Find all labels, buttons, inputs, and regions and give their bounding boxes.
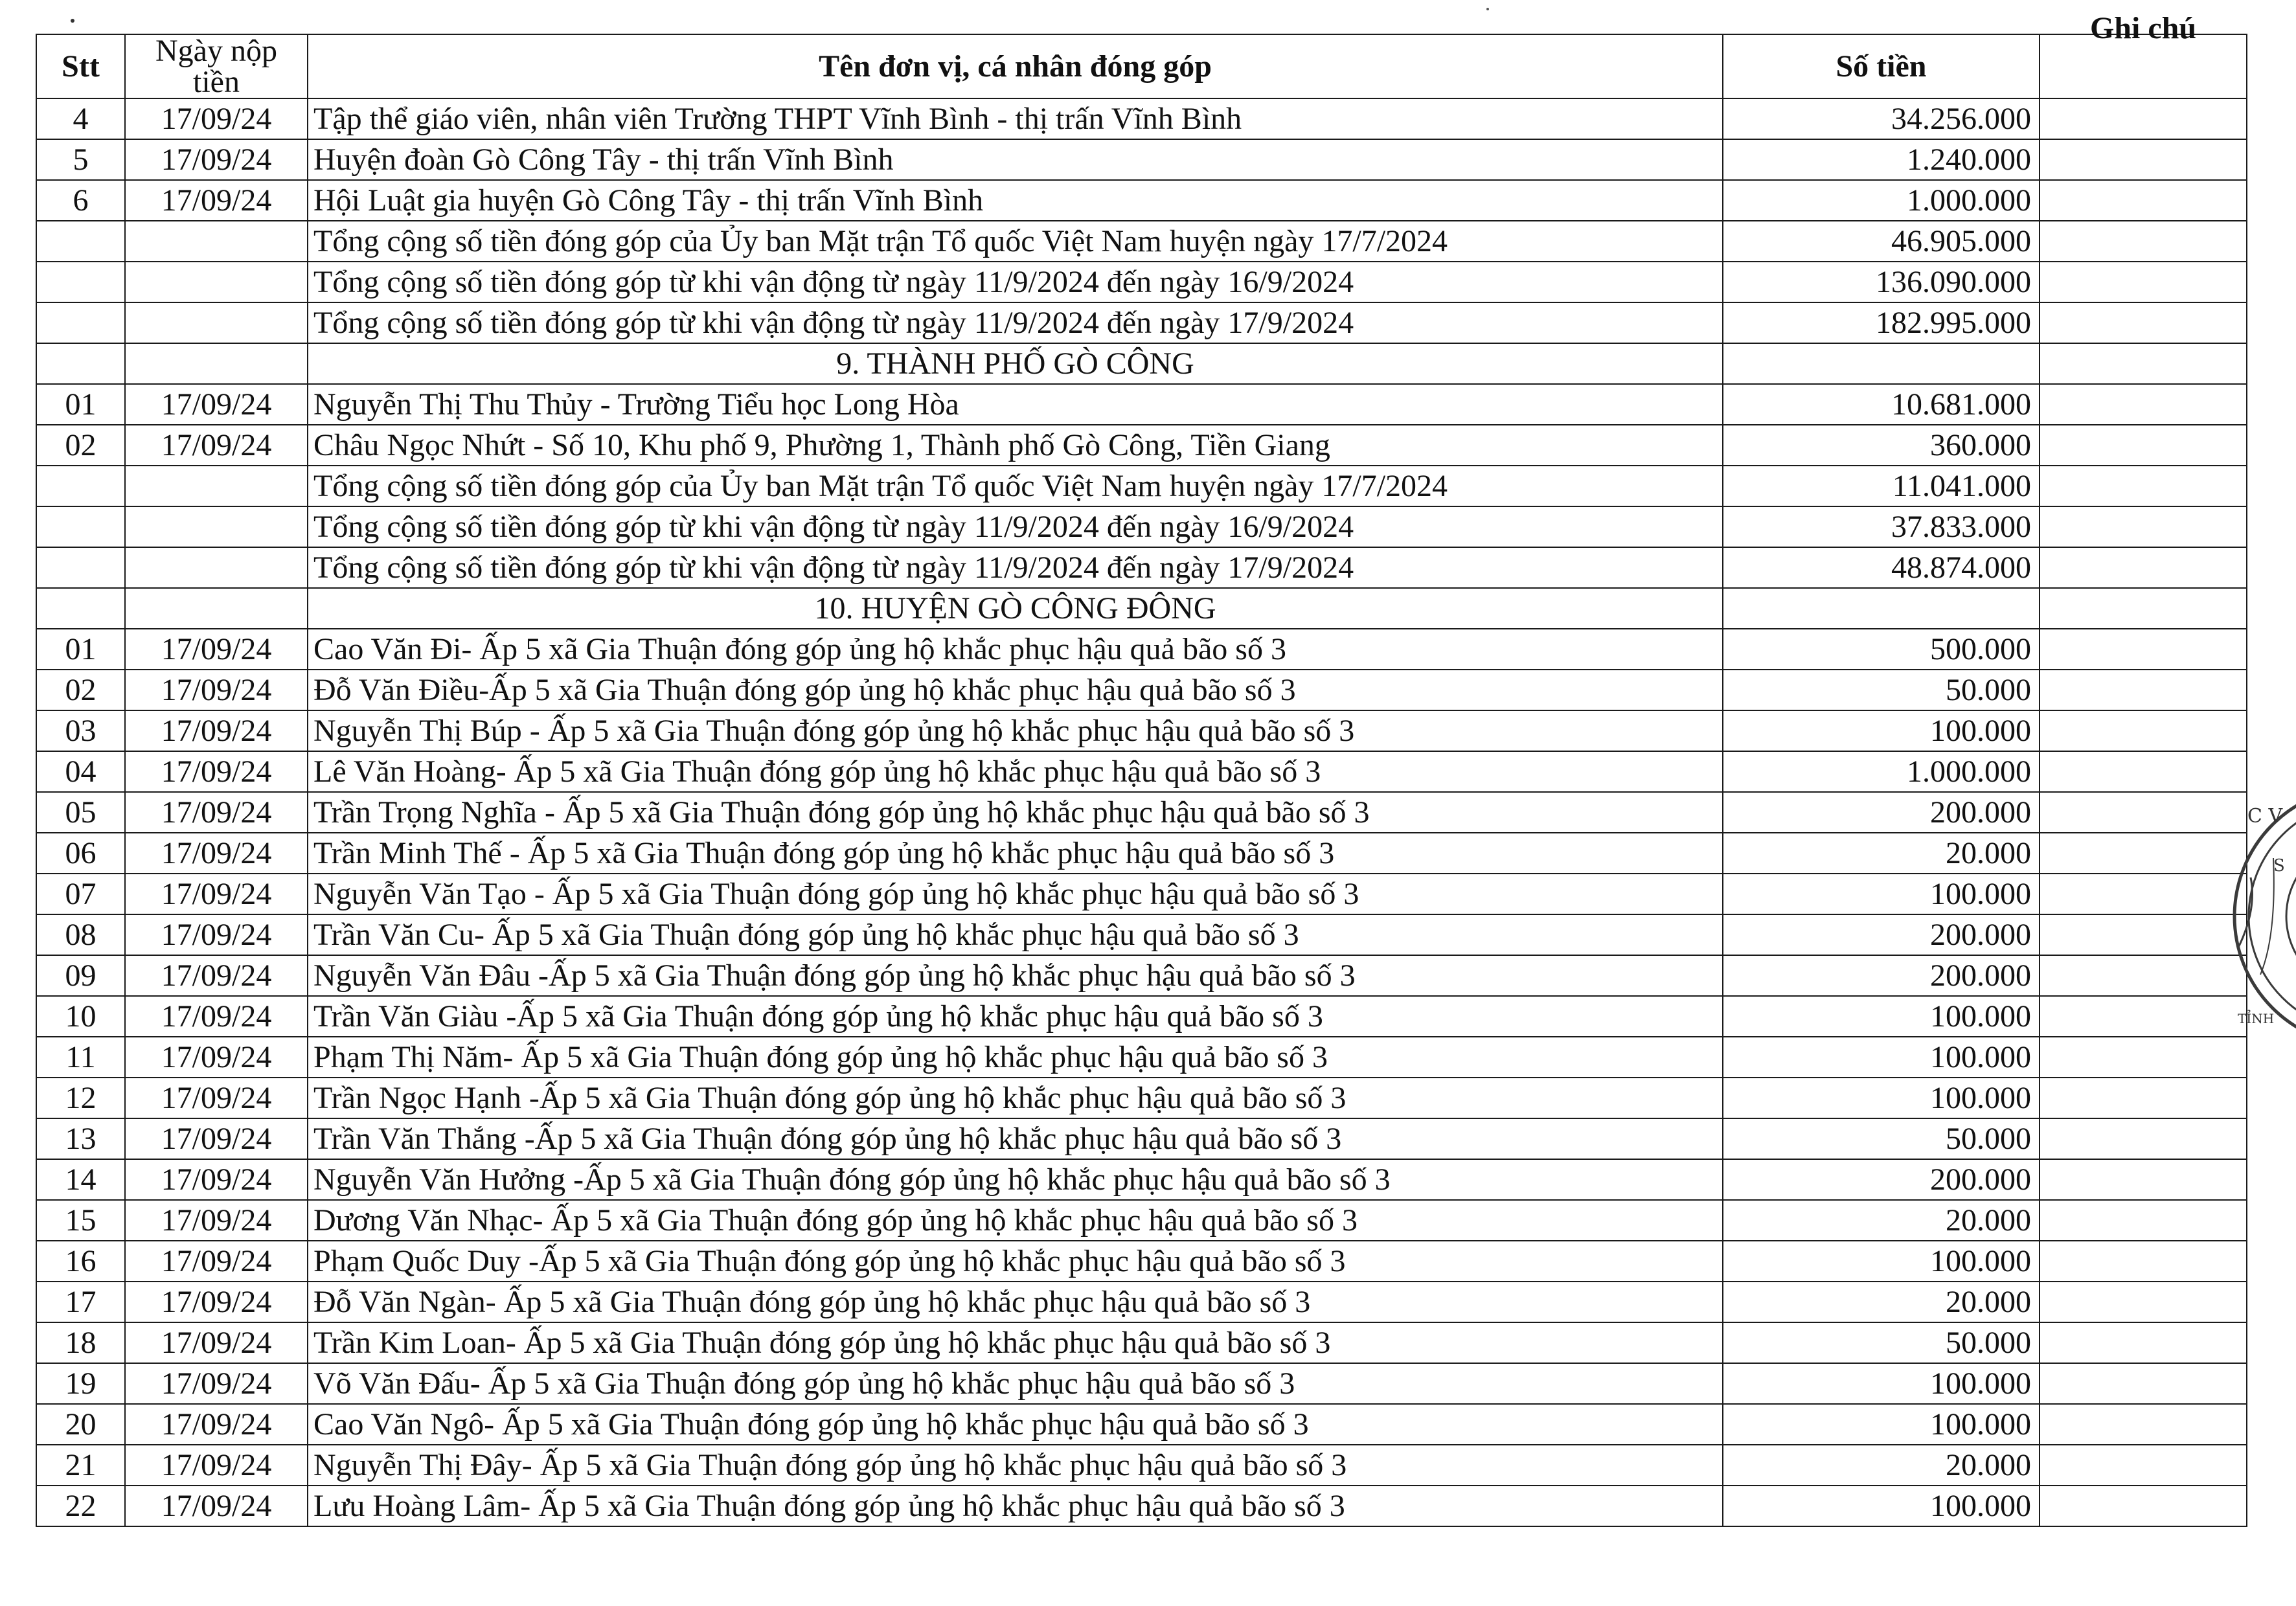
cell-name: Nguyễn Văn Hưởng -Ấp 5 xã Gia Thuận đóng góp ủng hộ khắc phục hậu quả bão số 3 [308, 1159, 1723, 1200]
cell-date [125, 262, 308, 302]
cell-date [125, 343, 308, 384]
cell-name: Võ Văn Đấu- Ấp 5 xã Gia Thuận đóng góp ủng hộ khắc phục hậu quả bão số 3 [308, 1363, 1723, 1404]
section-row [36, 343, 2247, 384]
cell-name: Đỗ Văn Điều-Ấp 5 xã Gia Thuận đóng góp ủng hộ khắc phục hậu quả bão số 3 [308, 670, 1723, 710]
cell-amount: 100.000 [1723, 1404, 2040, 1445]
cell-amount: 34.256.000 [1723, 98, 2040, 139]
cell-date: 17/09/24 [125, 1118, 308, 1159]
cell-note [2040, 139, 2247, 180]
cell-date: 17/09/24 [125, 792, 308, 833]
table-row [36, 1037, 2247, 1078]
cell-amount: 200.000 [1723, 914, 2040, 955]
total-row [36, 547, 2247, 588]
cell-note [2040, 384, 2247, 425]
cell-amount: 50.000 [1723, 670, 2040, 710]
cell-amount: 200.000 [1723, 955, 2040, 996]
table-row [36, 425, 2247, 466]
cell-amount: 200.000 [1723, 1159, 2040, 1200]
cell-stt: 09 [36, 955, 125, 996]
cell-stt: 19 [36, 1363, 125, 1404]
cell-name: Tập thể giáo viên, nhân viên Trường THPT Vĩnh Bình - thị trấn Vĩnh Bình [308, 98, 1723, 139]
cell-stt: 06 [36, 833, 125, 874]
cell-stt: 05 [36, 792, 125, 833]
cell-stt: 08 [36, 914, 125, 955]
cell-amount: 10.681.000 [1723, 384, 2040, 425]
cell-amount: 46.905.000 [1723, 221, 2040, 262]
total-row [36, 221, 2247, 262]
cell-amount: 20.000 [1723, 1445, 2040, 1486]
cell-name: Tổng cộng số tiền đóng góp từ khi vận động từ ngày 11/9/2024 đến ngày 16/9/2024 [308, 262, 1723, 302]
cell-name: Tổng cộng số tiền đóng góp từ khi vận động từ ngày 11/9/2024 đến ngày 17/9/2024 [308, 547, 1723, 588]
cell-name: Cao Văn Ngô- Ấp 5 xã Gia Thuận đóng góp ủng hộ khắc phục hậu quả bão số 3 [308, 1404, 1723, 1445]
cell-name: Tổng cộng số tiền đóng góp của Ủy ban Mặt trận Tổ quốc Việt Nam huyện ngày 17/7/2024 [308, 221, 1723, 262]
cell-name: 9. THÀNH PHỐ GÒ CÔNG [308, 343, 1723, 384]
cell-date [125, 302, 308, 343]
cell-date: 17/09/24 [125, 670, 308, 710]
cell-note [2040, 221, 2247, 262]
table-row [36, 996, 2247, 1037]
cell-date: 17/09/24 [125, 1241, 308, 1282]
cell-stt [36, 221, 125, 262]
table-row [36, 710, 2247, 751]
cell-stt: 5 [36, 139, 125, 180]
cell-note [2040, 302, 2247, 343]
cell-amount: 48.874.000 [1723, 547, 2040, 588]
cell-date: 17/09/24 [125, 874, 308, 914]
cell-stt: 13 [36, 1118, 125, 1159]
cell-note [2040, 1404, 2247, 1445]
cell-amount: 200.000 [1723, 792, 2040, 833]
svg-text:S: S [2273, 856, 2285, 876]
cell-amount: 500.000 [1723, 629, 2040, 670]
cell-note [2040, 670, 2247, 710]
table-row [36, 874, 2247, 914]
cell-note [2040, 1486, 2247, 1526]
cell-amount: 1.000.000 [1723, 180, 2040, 221]
cell-note [2040, 180, 2247, 221]
cell-name: Lưu Hoàng Lâm- Ấp 5 xã Gia Thuận đóng góp ủng hộ khắc phục hậu quả bão số 3 [308, 1486, 1723, 1526]
cell-amount: 100.000 [1723, 996, 2040, 1037]
cell-stt [36, 466, 125, 506]
cell-name: Nguyễn Thị Thu Thủy - Trường Tiểu học Long Hòa [308, 384, 1723, 425]
cell-stt [36, 547, 125, 588]
table-row [36, 833, 2247, 874]
cell-name: Trần Minh Thế - Ấp 5 xã Gia Thuận đóng góp ủng hộ khắc phục hậu quả bão số 3 [308, 833, 1723, 874]
cell-amount: 100.000 [1723, 1486, 2040, 1526]
table-row [36, 1118, 2247, 1159]
table-row [36, 98, 2247, 139]
cell-amount: 136.090.000 [1723, 262, 2040, 302]
cell-date: 17/09/24 [125, 1037, 308, 1078]
table-row [36, 139, 2247, 180]
cell-name: Dương Văn Nhạc- Ấp 5 xã Gia Thuận đóng góp ủng hộ khắc phục hậu quả bão số 3 [308, 1200, 1723, 1241]
cell-date [125, 547, 308, 588]
cell-note [2040, 1159, 2247, 1200]
section-row [36, 588, 2247, 629]
cell-note [2040, 1200, 2247, 1241]
table-row [36, 1282, 2247, 1322]
cell-date: 17/09/24 [125, 425, 308, 466]
table-row [36, 384, 2247, 425]
header-note-label: Ghi chú [2089, 11, 2197, 45]
cell-date: 17/09/24 [125, 1445, 308, 1486]
cell-date: 17/09/24 [125, 1159, 308, 1200]
cell-note [2040, 343, 2247, 384]
cell-name: Trần Ngọc Hạnh -Ấp 5 xã Gia Thuận đóng góp ủng hộ khắc phục hậu quả bão số 3 [308, 1078, 1723, 1118]
cell-name: Trần Văn Cu- Ấp 5 xã Gia Thuận đóng góp ủng hộ khắc phục hậu quả bão số 3 [308, 914, 1723, 955]
cell-date: 17/09/24 [125, 1404, 308, 1445]
cell-note [2040, 629, 2247, 670]
table-row [36, 914, 2247, 955]
cell-amount: 20.000 [1723, 1200, 2040, 1241]
cell-name: Nguyễn Văn Đâu -Ấp 5 xã Gia Thuận đóng góp ủng hộ khắc phục hậu quả bão số 3 [308, 955, 1723, 996]
cell-date: 17/09/24 [125, 1486, 308, 1526]
cell-date [125, 466, 308, 506]
cell-note [2040, 98, 2247, 139]
cell-name: Đỗ Văn Ngàn- Ấp 5 xã Gia Thuận đóng góp ủng hộ khắc phục hậu quả bão số 3 [308, 1282, 1723, 1322]
donation-table [36, 11, 2247, 1527]
cell-amount: 100.000 [1723, 1037, 2040, 1078]
table-row [36, 955, 2247, 996]
cell-name: Tổng cộng số tiền đóng góp từ khi vận động từ ngày 11/9/2024 đến ngày 17/9/2024 [308, 302, 1723, 343]
table-row [36, 1159, 2247, 1200]
cell-date: 17/09/24 [125, 139, 308, 180]
cell-amount: 50.000 [1723, 1118, 2040, 1159]
cell-stt: 17 [36, 1282, 125, 1322]
cell-name: Nguyễn Thị Đây- Ấp 5 xã Gia Thuận đóng góp ủng hộ khắc phục hậu quả bão số 3 [308, 1445, 1723, 1486]
cell-name: Tổng cộng số tiền đóng góp từ khi vận động từ ngày 11/9/2024 đến ngày 16/9/2024 [308, 506, 1723, 547]
table-row [36, 751, 2247, 792]
table-header-row [36, 34, 2247, 98]
cell-stt: 04 [36, 751, 125, 792]
cell-amount [1723, 588, 2040, 629]
cell-name: Trần Kim Loan- Ấp 5 xã Gia Thuận đóng góp ủng hộ khắc phục hậu quả bão số 3 [308, 1322, 1723, 1363]
cell-name: Nguyễn Thị Búp - Ấp 5 xã Gia Thuận đóng góp ủng hộ khắc phục hậu quả bão số 3 [308, 710, 1723, 751]
cell-name: Phạm Thị Năm- Ấp 5 xã Gia Thuận đóng góp ủng hộ khắc phục hậu quả bão số 3 [308, 1037, 1723, 1078]
table-body [36, 98, 2247, 1526]
cell-stt: 18 [36, 1322, 125, 1363]
cell-stt: 4 [36, 98, 125, 139]
cell-name: Phạm Quốc Duy -Ấp 5 xã Gia Thuận đóng góp ủng hộ khắc phục hậu quả bão số 3 [308, 1241, 1723, 1282]
cell-name: Hội Luật gia huyện Gò Công Tây - thị trấn Vĩnh Bình [308, 180, 1723, 221]
cell-amount: 20.000 [1723, 1282, 2040, 1322]
cell-stt: 02 [36, 670, 125, 710]
cell-note [2040, 588, 2247, 629]
table-row [36, 180, 2247, 221]
header-name: Tên đơn vị, cá nhân đóng góp [308, 34, 1723, 98]
cell-name: Châu Ngọc Nhứt - Số 10, Khu phố 9, Phường 1, Thành phố Gò Công, Tiền Giang [308, 425, 1723, 466]
cell-amount: 50.000 [1723, 1322, 2040, 1363]
cell-name: Lê Văn Hoàng- Ấp 5 xã Gia Thuận đóng góp ủng hộ khắc phục hậu quả bão số 3 [308, 751, 1723, 792]
cell-note [2040, 1078, 2247, 1118]
cell-date: 17/09/24 [125, 996, 308, 1037]
cell-note [2040, 547, 2247, 588]
cell-amount: 100.000 [1723, 1241, 2040, 1282]
cell-amount: 182.995.000 [1723, 302, 2040, 343]
table-row [36, 792, 2247, 833]
cell-date [125, 221, 308, 262]
total-row [36, 302, 2247, 343]
table-row [36, 1486, 2247, 1526]
cell-stt [36, 343, 125, 384]
cell-date: 17/09/24 [125, 98, 308, 139]
cell-note [2040, 710, 2247, 751]
header-stt: Stt [36, 34, 125, 98]
table-row [36, 670, 2247, 710]
table-row [36, 1445, 2247, 1486]
cell-amount: 100.000 [1723, 874, 2040, 914]
cell-date: 17/09/24 [125, 1282, 308, 1322]
header-amount: Số tiền [1723, 34, 2040, 98]
cell-stt: 07 [36, 874, 125, 914]
cell-stt: 22 [36, 1486, 125, 1526]
cell-stt: 12 [36, 1078, 125, 1118]
cell-amount: 1.000.000 [1723, 751, 2040, 792]
cell-stt: 10 [36, 996, 125, 1037]
total-row [36, 466, 2247, 506]
total-row [36, 262, 2247, 302]
cell-stt: 02 [36, 425, 125, 466]
cell-amount: 11.041.000 [1723, 466, 2040, 506]
cell-stt: 01 [36, 629, 125, 670]
cell-stt: 16 [36, 1241, 125, 1282]
cell-stt [36, 262, 125, 302]
cell-date: 17/09/24 [125, 1363, 308, 1404]
cell-date: 17/09/24 [125, 751, 308, 792]
cell-name: Nguyễn Văn Tạo - Ấp 5 xã Gia Thuận đóng góp ủng hộ khắc phục hậu quả bão số 3 [308, 874, 1723, 914]
cell-stt: 20 [36, 1404, 125, 1445]
cell-note [2040, 466, 2247, 506]
cell-stt: 11 [36, 1037, 125, 1078]
cell-amount [1723, 343, 2040, 384]
svg-text:C V: C V [2247, 805, 2283, 828]
cell-note [2040, 1445, 2247, 1486]
cell-date: 17/09/24 [125, 180, 308, 221]
cell-note [2040, 1322, 2247, 1363]
table-row [36, 1200, 2247, 1241]
cell-stt [36, 302, 125, 343]
cell-name: Tổng cộng số tiền đóng góp của Ủy ban Mặt trận Tổ quốc Việt Nam huyện ngày 17/7/2024 [308, 466, 1723, 506]
cell-note [2040, 1241, 2247, 1282]
cell-date: 17/09/24 [125, 710, 308, 751]
cell-stt: 6 [36, 180, 125, 221]
total-row [36, 506, 2247, 547]
cell-stt: 15 [36, 1200, 125, 1241]
cell-date: 17/09/24 [125, 914, 308, 955]
official-seal-stamp [2212, 780, 2296, 1052]
cell-amount: 37.833.000 [1723, 506, 2040, 547]
cell-stt [36, 506, 125, 547]
cell-stt [36, 588, 125, 629]
cell-note [2040, 506, 2247, 547]
cell-note [2040, 1118, 2247, 1159]
cell-name: Trần Văn Giàu -Ấp 5 xã Gia Thuận đóng góp ủng hộ khắc phục hậu quả bão số 3 [308, 996, 1723, 1037]
cell-date: 17/09/24 [125, 629, 308, 670]
table-row [36, 1404, 2247, 1445]
cell-date: 17/09/24 [125, 833, 308, 874]
cell-note [2040, 1282, 2247, 1322]
table-row [36, 629, 2247, 670]
cell-stt: 03 [36, 710, 125, 751]
header-date: Ngày nộp tiền [125, 34, 308, 98]
cell-name: Trần Văn Thắng -Ấp 5 xã Gia Thuận đóng góp ủng hộ khắc phục hậu quả bão số 3 [308, 1118, 1723, 1159]
cell-amount: 20.000 [1723, 833, 2040, 874]
cell-date: 17/09/24 [125, 955, 308, 996]
cell-date [125, 506, 308, 547]
cell-amount: 1.240.000 [1723, 139, 2040, 180]
cell-amount: 100.000 [1723, 710, 2040, 751]
cell-name: 10. HUYỆN GÒ CÔNG ĐÔNG [308, 588, 1723, 629]
cell-note [2040, 425, 2247, 466]
cell-date: 17/09/24 [125, 1078, 308, 1118]
svg-text:TỈNH: TỈNH [2238, 1011, 2275, 1026]
table-row [36, 1363, 2247, 1404]
cell-amount: 100.000 [1723, 1363, 2040, 1404]
cell-date [125, 588, 308, 629]
cell-note [2040, 1363, 2247, 1404]
cell-date: 17/09/24 [125, 384, 308, 425]
cell-stt: 14 [36, 1159, 125, 1200]
cell-name: Trần Trọng Nghĩa - Ấp 5 xã Gia Thuận đóng góp ủng hộ khắc phục hậu quả bão số 3 [308, 792, 1723, 833]
cell-stt: 01 [36, 384, 125, 425]
cell-name: Huyện đoàn Gò Công Tây - thị trấn Vĩnh Bình [308, 139, 1723, 180]
cell-date: 17/09/24 [125, 1322, 308, 1363]
table-row [36, 1078, 2247, 1118]
cell-name: Cao Văn Đi- Ấp 5 xã Gia Thuận đóng góp ủng hộ khắc phục hậu quả bão số 3 [308, 629, 1723, 670]
cell-amount: 360.000 [1723, 425, 2040, 466]
header-note [2040, 11, 2247, 98]
scan-specks [0, 0, 2273, 39]
cell-date: 17/09/24 [125, 1200, 308, 1241]
cell-stt: 21 [36, 1445, 125, 1486]
cell-amount: 100.000 [1723, 1078, 2040, 1118]
table-row [36, 1322, 2247, 1363]
table-row [36, 1241, 2247, 1282]
cell-note [2040, 262, 2247, 302]
